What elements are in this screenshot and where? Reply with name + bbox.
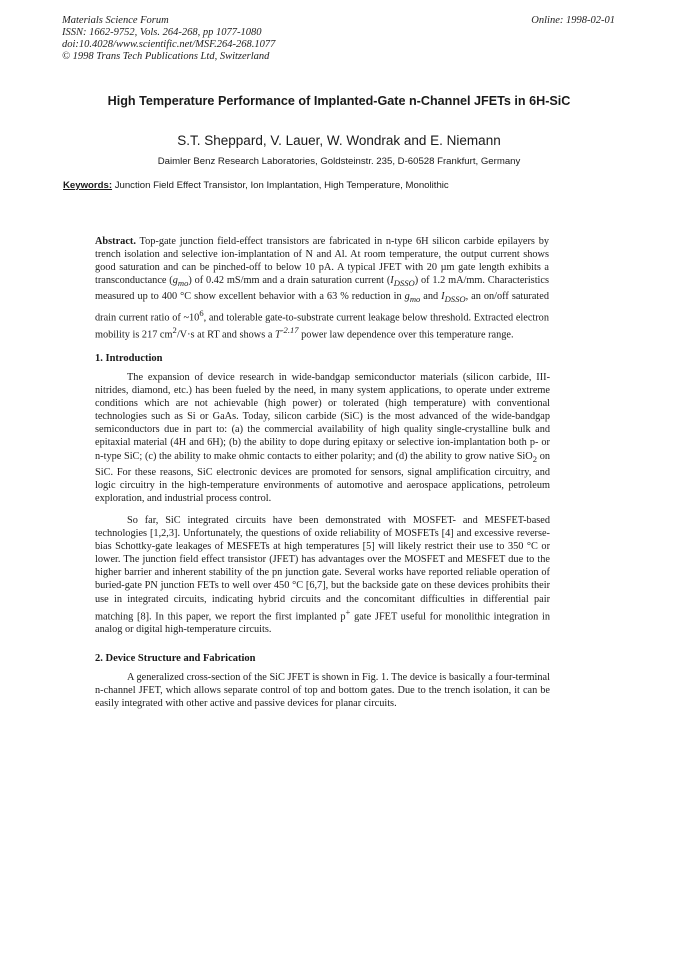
section-heading-device-structure: 2. Device Structure and Fabrication [95,653,256,664]
paper-title: High Temperature Performance of Implanted-Gate n-Channel JFETs in 6H-SiC [107,94,571,108]
exponent: 2 [172,325,177,336]
abstract [95,235,549,342]
affiliation: Daimler Benz Research Laboratories, Goldsteinstr. 235, D-60528 Frankfurt, Germany [157,156,521,167]
paragraph-text: So far, SiC integrated circuits have been demonstrated with MOSFET- and MESFET-based technologies [1,2,3]. Unfortunately, the questions of oxide reliability of MOSFETs [4] and excessive reverse-bias Schottky-gate leakages of MESFETs at high temperatures [5] will likely restrict their use to 350 °C or lower. The junction field effect transistor (JFET) has advantages over the MOSFET and MESFET due to the higher barrier and inherent stability of the pn junction gate. Several works have reported reliable operation of buried-gate PN junction FETs to well over 450 °C [6,7], but the backside gate on these devices prohibits their use in integrated circuits, indicating hybrid circuits and the concomitant difficulties in differential pair matching [8]. In this paper, we report the first implanted p [95,515,550,623]
device-paragraph-1 [95,671,550,710]
section-heading-introduction: 1. Introduction [95,353,163,364]
paragraph-text: A generalized cross-section of the SiC JFET is shown in Fig. 1. The device is basically a four-terminal n-channel JFET, which allows separate control of top and bottom gates. Due to the trench isolation, it can be easily integrated with other active and passive devices for planar circuits. [95,672,550,710]
abstract-text: Top-gate junction field-effect transistors are fabricated in n-type 6H silicon carbide epilayers by trench isolation and selective ion-implantation of N and Al. At room temperature, the output current shows good saturation and can be pinched-off to below 10 pA. A typical JFET with 20 µm gate length exhibits a transconductance ( [95,236,549,287]
journal-header [62,15,275,63]
paragraph-text: gate JFET useful for monolithic integration in analog or digital high-temperature circuits. [95,611,550,636]
online-date: Online: 1998-02-01 [531,15,615,26]
idsso-symbol: I [390,275,394,287]
gmo-subscript: mo [177,278,189,289]
idsso-symbol: I [441,291,445,303]
issn-line: ISSN: 1662-9752, Vols. 264-268, pp 1077-1080 [62,27,262,38]
copyright-line: © 1998 Trans Tech Publications Ltd, Switzerland [62,51,270,62]
intro-paragraph-2 [95,514,550,636]
subscript: 2 [532,453,538,464]
keywords [63,180,623,191]
keywords-label: Keywords: [63,180,113,191]
exponent: 6 [199,307,204,318]
gmo-subscript: mo [409,294,421,305]
abstract-text: and [420,291,442,303]
intro-paragraph-1 [95,371,550,505]
paragraph-text: The expansion of device research in wide-bandgap semiconductor materials (silicon carbide, III-nitrides, diamond, etc.) has been fueled by the need, in many system applications, to operate under extreme conditions which are not achievable (high power) or tolerated (high temperature) with conventional technologies such as Si or GaAs. Today, silicon carbide (SiC) is the most advanced of the wide-bandgap semiconductors due in part to: (a) the commercial availability of high quality single-crystalline bulk and epitaxial material (4H and 6H); (b) the ability to dope during epitaxy or selective ion-implantation both p- or n-type SiC; (c) the ability to make ohmic contacts to either polarity; and (d) the ability to grow native SiO [95,372,550,462]
doi-line: doi:10.4028/www.scientific.net/MSF.264-268.1077 [62,39,276,50]
abstract-text: ) of 1.2 mA/mm. Characteristics measured up to 400 °C show excellent behavior with a 63 % reduction in [95,275,549,303]
abstract-text: , an on/off saturated drain current ratio of ~10 [95,291,549,323]
gmo-symbol: g [172,275,178,287]
paragraph-text: on SiC. For these reasons, SiC electronic devices are promoted for sensors, signal amplification circuitry, and logic circuitry in the high-temperature environments of automotive and aerospace applications, petroleum exploration, and industrial process control. [95,450,550,504]
abstract-text: /V·s at RT and shows a [176,329,275,341]
abstract-label: Abstract. [95,236,136,247]
abstract-text: , and tolerable gate-to-substrate current leakage below threshold. Extracted electron mobility is 217 cm [95,311,549,341]
journal-name: Materials Science Forum [62,15,169,26]
abstract-text: ) of 0.42 mS/mm and a drain saturation current ( [188,275,391,287]
temperature-symbol: T [274,329,281,341]
exponent: -2.17 [280,325,299,336]
gmo-symbol: g [404,291,410,303]
idsso-subscript: DSSO [393,278,415,289]
superscript: + [345,606,351,617]
abstract-text: power law dependence over this temperature range. [298,329,514,341]
keywords-text: Junction Field Effect Transistor, Ion Implantation, High Temperature, Monolithic [112,180,449,191]
idsso-subscript: DSSO [444,294,466,305]
authors: S.T. Sheppard, V. Lauer, W. Wondrak and E. Niemann [177,133,501,148]
